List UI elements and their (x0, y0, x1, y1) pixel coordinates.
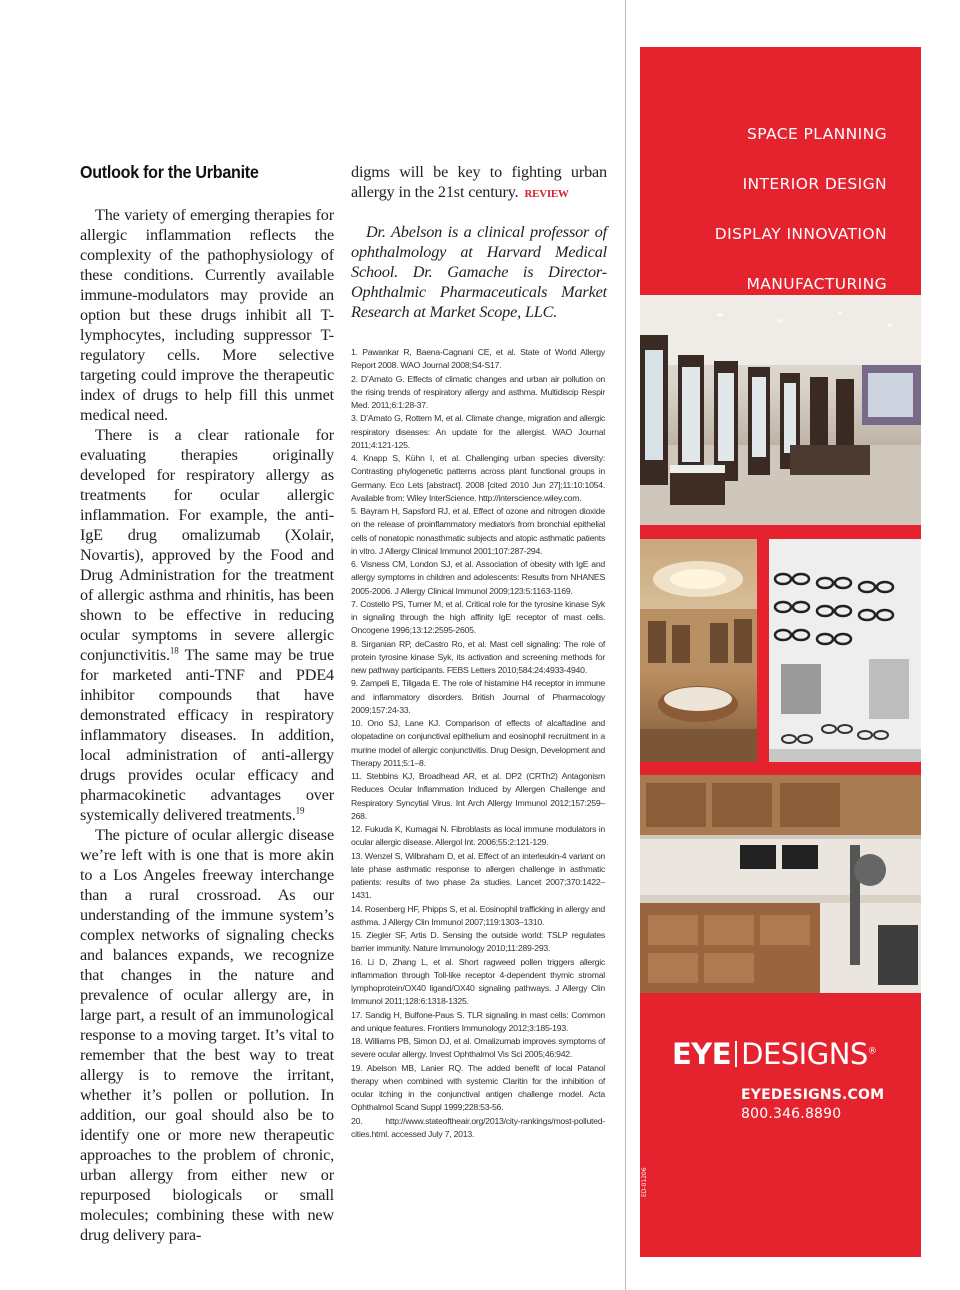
reference-item: 10. Ono SJ, Lane KJ. Comparison of effects of alcaftadine and olopatadine on conjunctival epithelium and eosinophil recruitment in a murine model of allergic conjunctivitis. Drug Design, Development and Therapy 2011;5:1–8. (351, 718, 605, 768)
reference-item: 13. Wenzel S, Wilbraham D, et al. Effect of an interleukin-4 variant on late phase asthmatic response to allergen challenge in asthmatic patients: results of two phase 2a studies. Lancet 2007;370:1422–1431. (351, 850, 605, 901)
eyewear-wall-illustration (769, 539, 921, 762)
reference-item: 2. D’Amato G. Effects of climatic changes and urban air pollution on the rising trends of respiratory allergy and asthma. Multidiscip Respir Med. 2011;6:1:28-37. (351, 373, 605, 410)
paragraph-2-text: There is a clear rationale for evaluating therapies originally developed for respiratory allergy as treatments for ocular allergic inflammation. For example, the anti-IgE drug omalizumab (Xolair, Novartis), approved by the Food and Drug Administration for the treatment of allergic asthma and rhinitis, has been shown to be effective in reducing ocular symptoms in severe allergic conjunctivitis. (80, 426, 334, 664)
ad-service-space-planning: SPACE PLANNING (747, 125, 887, 143)
reference-item: 3. D’Amato G, Rottem M, et al. Climate change, migration and allergic respiratory diseases: An update for the allergist. WAO Journal 2011;4:121-125. (351, 413, 605, 450)
registered-mark: ® (867, 1046, 877, 1057)
footnote-ref-19: 19 (295, 805, 305, 816)
footnote-ref-18: 18 (169, 645, 179, 656)
article-column-middle (351, 162, 607, 1141)
store-overview-illustration (640, 539, 757, 762)
ad-services-list (715, 109, 887, 309)
reference-item: 18. Williams PB, Simon DJ, et al. Omalizumab improves symptoms of severe ocular allergy. Invest Ophthalmol Vis Sci 2005;46:942. (351, 1036, 605, 1060)
reference-item: 16. Li D, Zhang L, et al. Short ragweed pollen triggers allergic inflammation through Toll-like receptor 4-dependent thymic stromal lymphoprotein/OX40 ligand/OX40 signaling pathways. J Allergy Clin Immunol 2011;128:6:1318-1325. (351, 956, 605, 1007)
logo-divider (735, 1041, 737, 1067)
author-bio: Dr. Abelson is a clinical professor of ophthalmology at Harvard Medical School. Dr. Gamache is Director-Ophthalmic Pharmaceuticals Market Research at Market Scope, LLC. (351, 223, 607, 321)
reference-item: 19. Abelson MB, Lanier RQ. The added benefit of local Patanol therapy when combined with systemic Claritin for the inhibition of ocular itching in the conjunctival antigen challenge model. Acta Ophthalmol Scand Suppl 1999;228:53-56. (351, 1062, 605, 1113)
reference-item: 12. Fukuda K, Kumagai N. Fibroblasts as local immune modulators in ocular allergic disease. Allergol Int. 2006;55:2:121-129. (351, 824, 605, 848)
reference-item: 6. Visness CM, London SJ, et al. Association of obesity with IgE and allergy symptoms in children and adolescents: Results from NHANES 2005-2006. J Allergy Clinical Immunol 2009;123:5:1163-1169. (351, 559, 605, 596)
ad-photo-eyewear-wall (769, 539, 921, 762)
ad-website: EYEDESIGNS.COM (741, 1087, 885, 1103)
eyedesigns-advertisement (640, 47, 921, 1257)
ad-code: ED-01206 (641, 1167, 648, 1197)
reference-item: 4. Knapp S, Kühn I, et al. Challenging urban species diversity: Contrasting phylogenetic patterns across plant functional groups in Germany. Eco Lets [abstract]. 2008 [cited 2010 Jun 27];11:10:1054. Available from: Wiley InterScience. http://interscience.wiley.com. (351, 453, 605, 503)
column-rule (625, 0, 626, 1290)
ad-photo-store-overview (640, 539, 757, 762)
ad-service-interior-design: INTERIOR DESIGN (742, 175, 887, 193)
reference-item: 15. Ziegler SF, Artis D. Sensing the outside world: TSLP regulates barrier immunity. Nature Immunology 2010;11:289-293. (351, 930, 605, 954)
reference-item: 11. Stebbins KJ, Broadhead AR, et al. DP2 (CRTh2) Antagonism Reduces Ocular Inflammation Induced by Allergen Challenge and Respiratory Syncytial Virus. Int Arch Allergy Immunol 2012;157:259–268. (351, 771, 605, 821)
reference-item: 7. Costello PS, Turner M, et al. Critical role for the tyrosine kinase Syk in signaling through the high affinity IgE receptor of mast cells. Oncogene 1996;13:12:2595-2605. (351, 598, 605, 636)
reference-item: 1. Pawankar R, Baena-Cagnani CE, et al. State of World Allergy Report 2008. WAO Journal 2008;S4-S17. (351, 347, 605, 371)
paragraph-2-cont: The same may be true for marketed anti-TNF and PDE4 inhibitor compounds that have demonstrated efficacy in respiratory inflammatory diseases. In addition, local administration of anti-allergy drugs provides ocular efficacy and pharmacokinetic advantages over systemically delivered treatments. (80, 646, 334, 824)
paragraph-4-text: digms will be key to fighting urban allergy in the 21st century. (351, 163, 607, 201)
ad-phone-number: 800.346.8890 (741, 1106, 842, 1122)
reference-item: 5. Bayram H, Sapsford RJ, et al. Effect of ozone and nitrogen dioxide on the release of proinflammatory mediators from bronchial epithelial cells of nonatopic nonasthmatic subjects and atopic asthmatic patients in vitro. J Allergy Clinical Immunol 2001;107:287-294. (351, 506, 605, 556)
section-heading: Outlook for the Urbanite (80, 162, 259, 182)
reference-item: 9. Zampeli E, Tiligada E. The role of histamine H4 receptor in immune and inflammatory disorders. British Journal of Pharmacology 2009;157:24-33. (351, 678, 605, 715)
logo-eye: EYE (672, 1037, 732, 1071)
review-end-mark: REVIEW (524, 188, 569, 200)
eyedesigns-logo (672, 1037, 876, 1071)
paragraph-3: The picture of ocular allergic disease we’re left with is one that is more akin to a Los Angeles freeway interchange than a rural crossroad. As our understanding of the immune system’s complex networks of signaling checks and balances expands, we recognize that changes in the nature and prevalence of ocular allergy are, in large part, a result of an immunological response to a moving target. It’s vital to remember that the best way to treat allergy is to remove the irritant, whether it’s pollen or pollution. In addition, our goal should also be to identify one or more new therapeutic approaches to the problem of chronic, urban allergy from either new or repurposed biologicals or small molecules; combining these with new drug delivery para- (80, 826, 334, 1244)
reference-item: 8. Sirganian RP, deCastro Ro, et al. Mast cell signaling: The role of protein tyrosine kinase Syk, its activation and screening methods for new pathway participants. FEBS Letters 2010;584:24:4933-4940. (351, 638, 605, 675)
exam-room-illustration (640, 775, 921, 993)
reference-item: 20. http://www.stateoftheair.org/2013/city-rankings/most-polluted-cities.html. accessed July 7, 2013. (351, 1115, 605, 1139)
paragraph-2 (80, 425, 334, 825)
reference-item: 14. Rosenberg HF, Phipps S, et al. Eosinophil trafficking in allergy and asthma. J Allergy Clin Immunol 2007;119:1303–1310. (351, 903, 605, 927)
ad-photo-store-interior (640, 295, 921, 525)
paragraph-1: The variety of emerging therapies for allergic inflammation reflects the complexity of the pathophysiology of these conditions. Currently available immune-modulators may provide an option but these drugs inhibit all T-lymphocytes, including suppressor T-regulatory cells. More selective targeting could improve the therapeutic index of drugs to help fill this unmet medical need. (80, 206, 334, 424)
ad-photo-exam-room (640, 775, 921, 993)
references-list (351, 346, 605, 1141)
reference-item: 17. Sandig H, Bulfone-Paus S. TLR signaling in mast cells: Common and unique features. Frontiers Immunology 2012;3:185-193. (351, 1009, 605, 1033)
ad-service-manufacturing: MANUFACTURING (746, 275, 887, 293)
logo-designs: DESIGNS (741, 1037, 868, 1071)
article-column-left (80, 162, 334, 1245)
store-interior-illustration (640, 295, 921, 525)
paragraph-4 (351, 162, 607, 204)
ad-service-display-innovation: DISPLAY INNOVATION (714, 225, 887, 243)
